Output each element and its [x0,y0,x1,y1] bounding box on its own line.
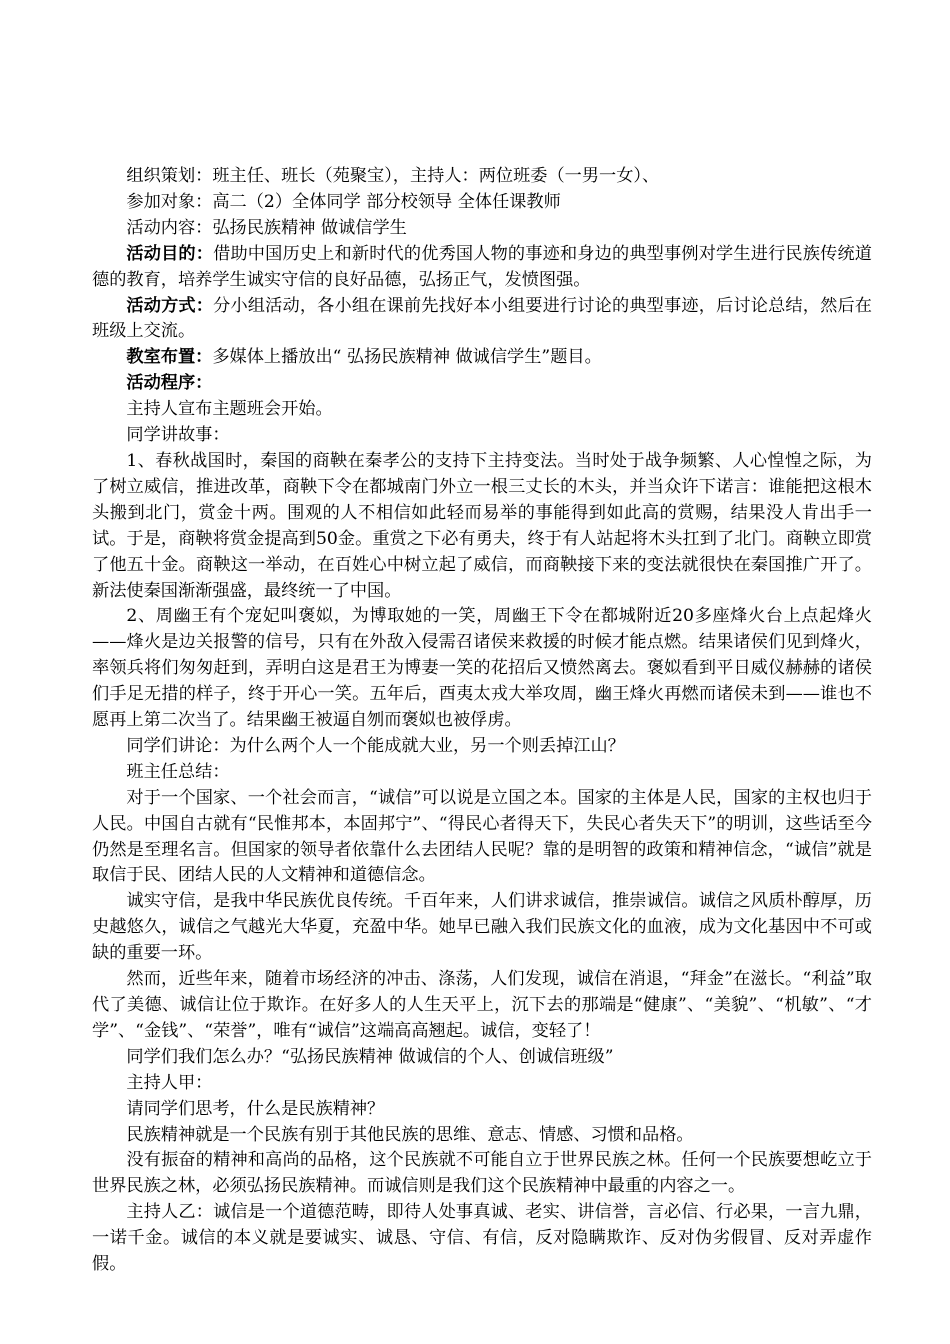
paragraph-summary-3: 然而，近些年来，随着市场经济的冲击、涤荡，人们发现，诚信在消退，“拜金”在滋长。“利益”取代了美德、诚信让位于欺诈。在好多人的人生天平上，沉下去的那端是“健康”、“美貌”、“机敏”、“才学”、“金钱”、“荣誉”，唯有“诚信”这端高高翘起。诚信，变轻了！ [92,969,872,1041]
paragraph-procedure [92,371,872,397]
document-body [92,164,872,1278]
label-purpose: 活动目的： [126,243,214,264]
paragraph-organizer: 组织策划：班主任、班长（苑聚宝），主持人：两位班委（一男一女）、 [126,166,660,186]
label-classroom: 教室布置： [126,347,213,368]
paragraph-opening: 主持人宣布主题班会开始。 [126,399,333,420]
paragraph-summary-1: 对于一个国家、一个社会而言，“诚信”可以说是立国之本。国家的主体是人民，国家的主权也归于人民。中国自古就有“民惟邦本，本固邦宁”、“得民心者得天下，失民心者失天下”的明训，这些话至今仍然是至理名言。但国家的领导者依靠什么去团结人民呢？靠的是明智的政策和精神信念，“诚信”就是取信于民、团结人民的人文精神和道德信念。 [92,787,872,886]
label-procedure: 活动程序： [126,373,213,394]
label-method: 活动方式： [126,295,214,316]
paragraph-discussion: 同学们讲论：为什么两个人一个能成就大业，另一个则丢掉江山？ [126,735,625,756]
paragraph-story-intro: 同学讲故事： [126,425,230,446]
paragraph-definition: 民族精神就是一个民族有别于其他民族的思维、意志、情感、习惯和品格。 [126,1124,694,1145]
paragraph-purpose: 活动目的：借助中国历史上和新时代的优秀国人物的事迹和身边的典型事例对学生进行民族传统道德的教育，培养学生诚实守信的良好品德，弘扬正气，发愤图强。 [92,243,872,290]
paragraph-summary-2: 诚实守信，是我中华民族优良传统。千百年来，人们讲求诚信，推崇诚信。诚信之风质朴醇厚，历史越悠久，诚信之气越光大华夏，充盈中华。她早已融入我们民族文化的血液，成为文化基因中不可或缺的重要一环。 [92,891,872,964]
paragraph-host-a: 主持人甲： [126,1072,213,1093]
paragraph-summary-heading: 班主任总结： [126,761,230,782]
paragraph-method: 活动方式：分小组活动，各小组在课前先找好本小组要进行讨论的典型事迹，后讨论总结，然后在班级上交流。 [92,295,872,342]
paragraph-participants: 参加对象：高二（2）全体同学 部分校领导 全体任课教师 [126,191,561,212]
paragraph-content: 活动内容：弘扬民族精神 做诚信学生 [126,217,407,238]
paragraph-classroom: 教室布置：多媒体上播放出“ 弘扬民族精神 做诚信学生”题目。 [126,347,602,368]
paragraph-story-2: 2、周幽王有个宠妃叫褒姒，为博取她的一笑，周幽王下令在都城附近20多座烽火台上点起烽火——烽火是边关报警的信号，只有在外敌入侵需召诸侯来救援的时候才能点燃。结果诸侯们见到烽火，率领兵将们匆匆赶到，弄明白这是君王为博妻一笑的花招后又愤然离去。褒姒看到平日威仪赫赫的诸侯们手足无措的样子，终于开心一笑。五年后，酉夷太戎大举攻周，幽王烽火再燃而诸侯未到——谁也不愿再上第二次当了。结果幽王被逼自刎而褒姒也被俘虏。 [92,606,872,731]
paragraph-story-1: 1、春秋战国时，秦国的商鞅在秦孝公的支持下主持变法。当时处于战争频繁、人心惶惶之际，为了树立威信，推进改革，商鞅下令在都城南门外立一根三丈长的木头，并当众许下诺言：谁能把这根木头搬到北门，赏金十两。围观的人不相信如此轻而易举的事能得到如此高的赏赐，结果没人肯出手一试。于是，商鞅将赏金提高到50金。重赏之下必有勇夫，终于有人站起将木头扛到了北门。商鞅立即赏了他五十金。商鞅这一举动，在百姓心中树立起了威信，而商鞅接下来的变法就很快在秦国推广开了。新法使秦国渐渐强盛，最终统一了中国。 [92,450,872,601]
paragraph-question: 同学们我们怎么办？“弘扬民族精神 做诚信的个人、创诚信班级” [126,1046,614,1067]
paragraph-importance: 没有振奋的精神和高尚的品格，这个民族就不可能自立于世界民族之林。任何一个民族要想屹立于世界民族之林，必须弘扬民族精神。而诚信则是我们这个民族精神中最重的内容之一。 [92,1150,872,1197]
paragraph-host-b: 主持人乙：诚信是一个道德范畴，即待人处事真诚、老实、讲信誉，言必信、行必果，一言九鼎，一诺千金。诚信的本义就是要诚实、诚恳、守信、有信，反对隐瞒欺诈、反对伪劣假冒、反对弄虚作假。 [92,1202,872,1275]
paragraph-think: 请同学们思考，什么是民族精神？ [126,1098,385,1119]
